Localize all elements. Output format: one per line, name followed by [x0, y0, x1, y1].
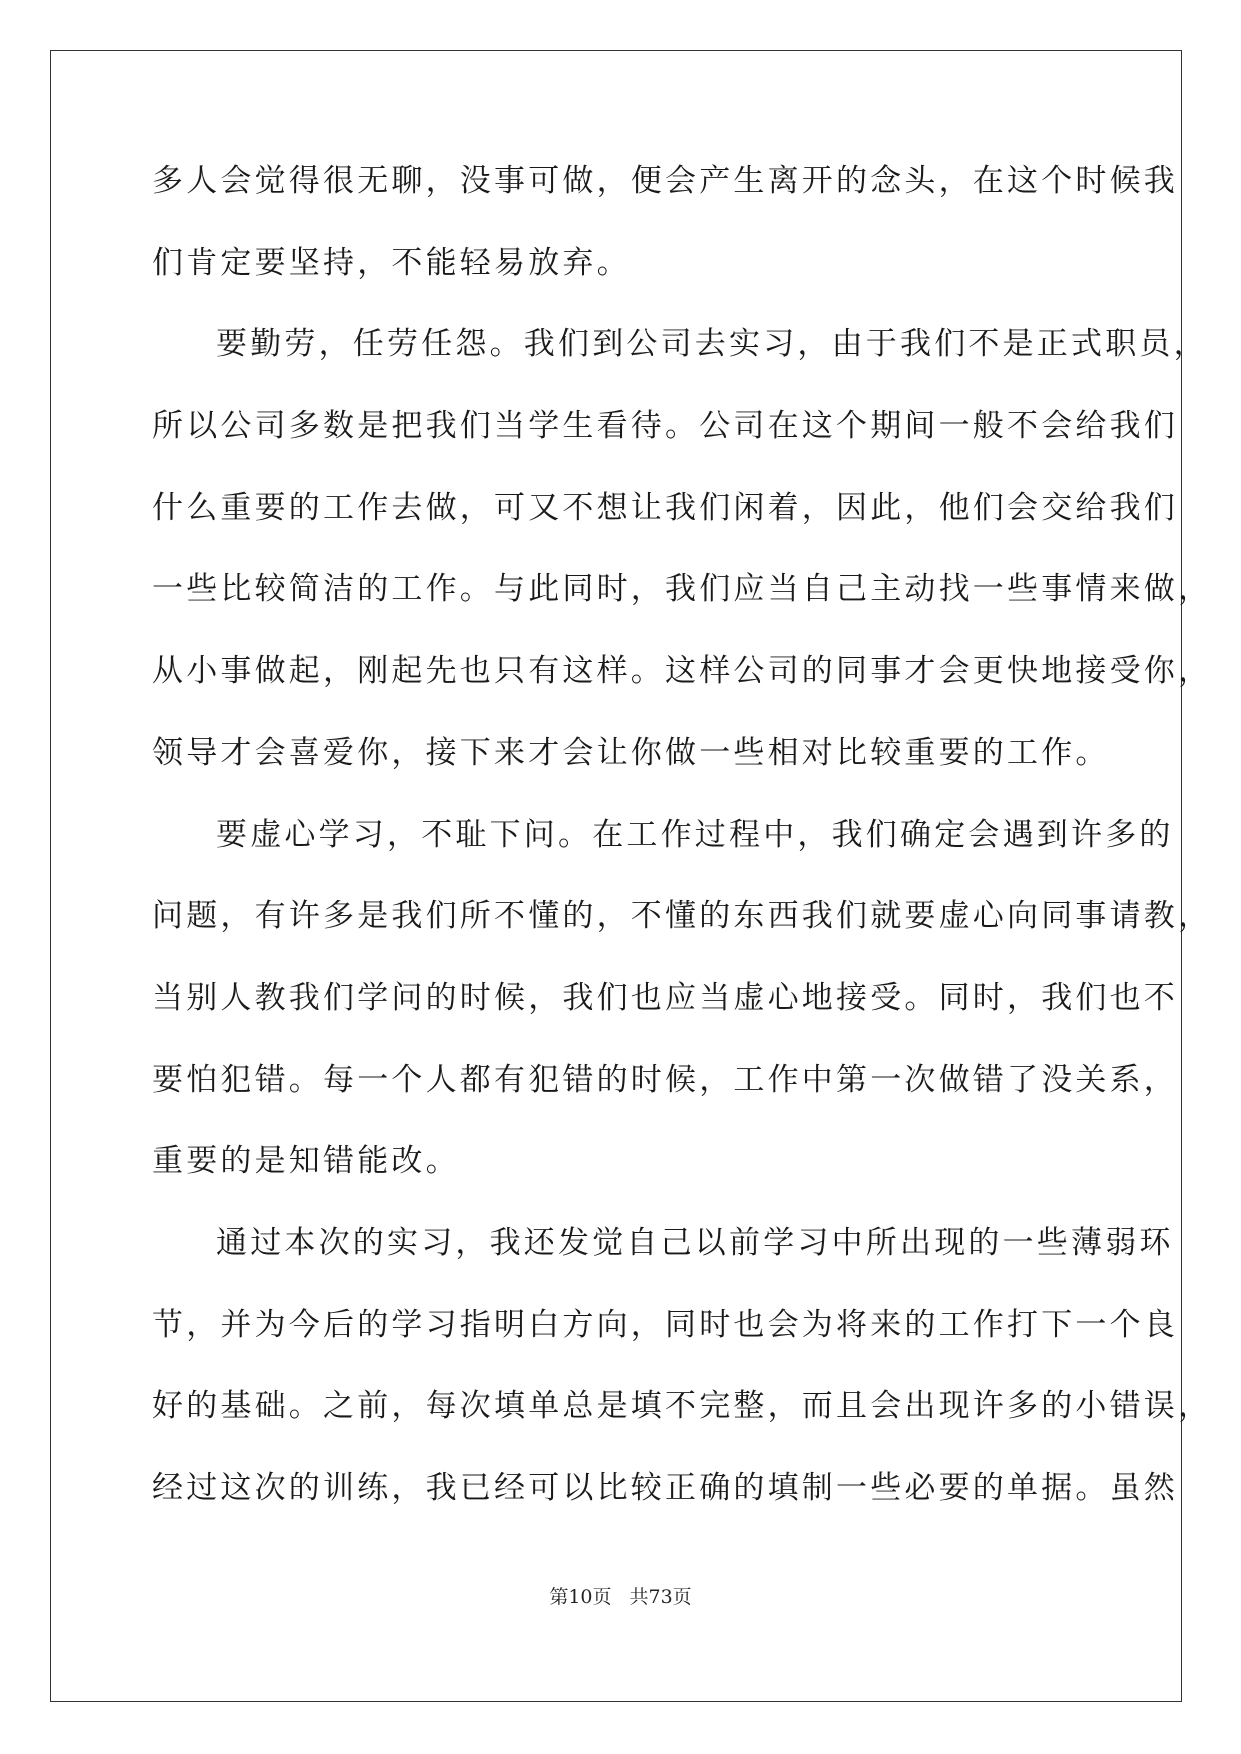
- text-line: 要怕犯错。每一个人都有犯错的时候，工作中第一次做错了没关系，: [152, 1061, 1178, 1098]
- text-line: 所以公司多数是把我们当学生看待。公司在这个期间一般不会给我们: [152, 408, 1178, 445]
- text-line: 多人会觉得很无聊，没事可做，便会产生离开的念头，在这个时候我: [152, 163, 1178, 199]
- text-line: 要虚心学习，不耻下问。在工作过程中，我们确定会遇到许多的: [216, 816, 1174, 853]
- text-line: 领导才会喜爱你，接下来才会让你做一些相对比较重要的工作。: [152, 734, 1110, 771]
- document-body: [152, 162, 1213, 1551]
- text-line: 要勤劳，任劳任怨。我们到公司去实习，由于我们不是正式职员，: [216, 326, 1208, 363]
- text-line: 从小事做起，刚起先也只有这样。这样公司的同事才会更快地接受你，: [152, 653, 1213, 690]
- page-footer: [0, 1582, 1241, 1609]
- text-line: 什么重要的工作去做，可又不想让我们闲着，因此，他们会交给我们: [152, 489, 1178, 526]
- text-line: 通过本次的实习，我还发觉自己以前学习中所出现的一些薄弱环: [216, 1224, 1174, 1261]
- text-line: 好的基础。之前，每次填单总是填不完整，而且会出现许多的小错误，: [152, 1388, 1213, 1425]
- text-line: 节，并为今后的学习指明白方向，同时也会为将来的工作打下一个良: [152, 1306, 1178, 1343]
- text-line: 经过这次的训练，我已经可以比较正确的填制一些必要的单据。虽然: [152, 1470, 1178, 1506]
- total-pages: 共73页: [629, 1586, 692, 1608]
- text-line: 们肯定要坚持，不能轻易放弃。: [152, 244, 631, 281]
- text-line: 一些比较简洁的工作。与此同时，我们应当自己主动找一些事情来做，: [152, 571, 1213, 608]
- text-line: 当别人教我们学问的时候，我们也应当虚心地接受。同时，我们也不: [152, 979, 1178, 1016]
- page-number: 第10页: [549, 1586, 612, 1608]
- text-line: 问题，有许多是我们所不懂的，不懂的东西我们就要虚心向同事请教，: [152, 898, 1213, 935]
- text-line: 重要的是知错能改。: [152, 1143, 460, 1180]
